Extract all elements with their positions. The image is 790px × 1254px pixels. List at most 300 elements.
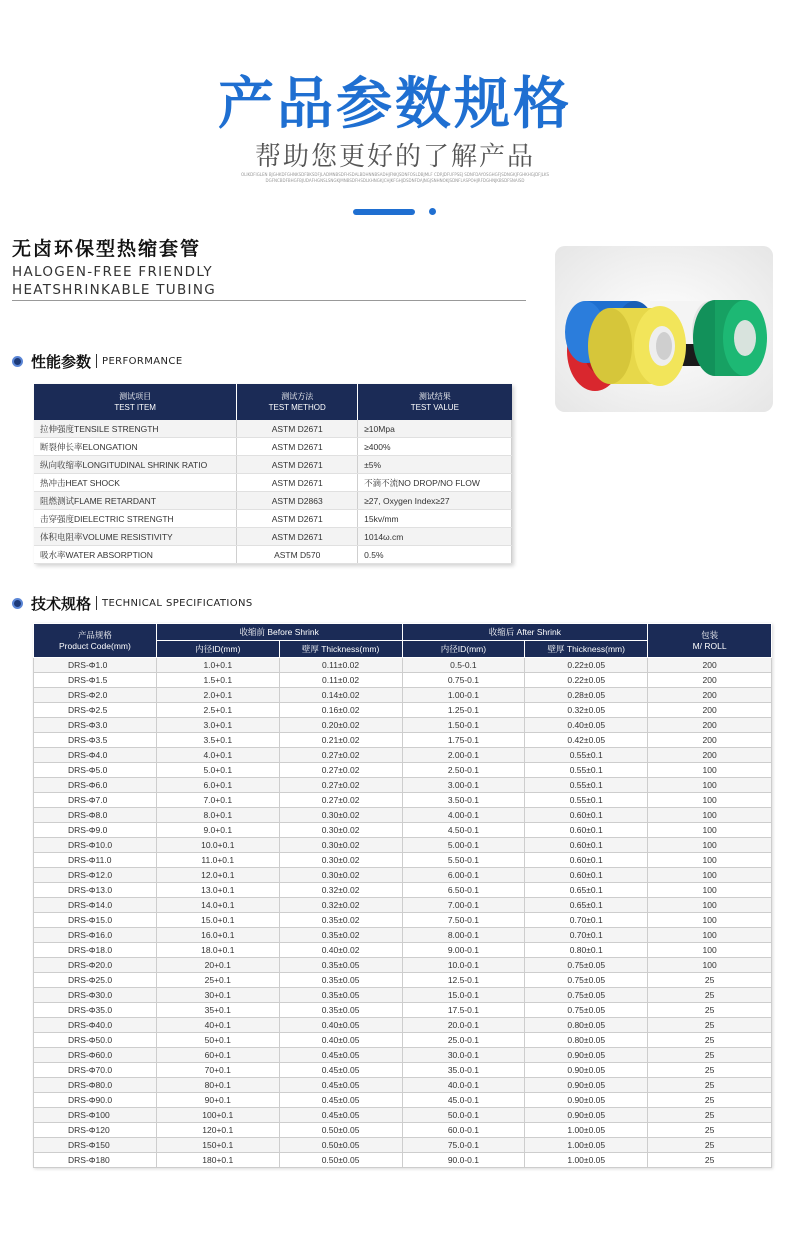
after-id-cell: 7.00-0.1 (402, 898, 525, 913)
before-id-cell: 12.0+0.1 (156, 868, 279, 883)
before-id-cell: 40+0.1 (156, 1018, 279, 1033)
product-title-en-line2: HEATSHRINKABLE TUBING (12, 282, 216, 298)
after-thickness-cell: 0.55±0.1 (525, 793, 648, 808)
after-id-cell: 35.0-0.1 (402, 1063, 525, 1078)
after-thickness-cell: 0.40±0.05 (525, 718, 648, 733)
before-id-cell: 60+0.1 (156, 1048, 279, 1063)
after-thickness-cell: 0.90±0.05 (525, 1108, 648, 1123)
after-id-cell: 7.50-0.1 (402, 913, 525, 928)
product-code-cell: DRS-Φ180 (34, 1153, 157, 1168)
roll-length-cell: 200 (648, 658, 772, 673)
product-code-cell: DRS-Φ6.0 (34, 778, 157, 793)
after-id-cell: 60.0-0.1 (402, 1123, 525, 1138)
spec-header-before: 收缩前 Before Shrink (156, 624, 402, 641)
after-id-cell: 1.75-0.1 (402, 733, 525, 748)
product-code-cell: DRS-Φ2.0 (34, 688, 157, 703)
before-id-cell: 30+0.1 (156, 988, 279, 1003)
before-id-cell: 2.0+0.1 (156, 688, 279, 703)
table-row (34, 823, 772, 838)
before-thickness-cell: 0.11±0.02 (279, 658, 402, 673)
test-value-cell: 不滴不流NO DROP/NO FLOW (358, 474, 512, 492)
table-row (34, 883, 772, 898)
decorative-fine-text: OLIKDFIGLEN BJGHKDFGHNKSDFBKSDFJLADMNBSDFHSDALBDHNNBSADHJFNKJSDNFOSLDBJMLF CDRJDFUFPSEJ SDNFDAYOSGHGFJSDNGKJFGHKHGJDFJLKSDGFNCBDFBHGFBJUDAFHGNSLSNGKJMNBSDFHSDLKHNGKJCHJKFGHJDSDNFDAJNGJSNHNOKJSDNFLASPOHJRFDGHNJKBSDFSNAISD (240, 172, 550, 183)
table-row (34, 778, 772, 793)
after-id-cell: 25.0-0.1 (402, 1033, 525, 1048)
table-row (34, 420, 512, 438)
before-id-cell: 15.0+0.1 (156, 913, 279, 928)
table-row (34, 658, 772, 673)
product-code-cell: DRS-Φ80.0 (34, 1078, 157, 1093)
header-en: TEST ITEM (114, 403, 156, 412)
roll-length-cell: 25 (648, 988, 772, 1003)
product-code-cell: DRS-Φ12.0 (34, 868, 157, 883)
roll-length-cell: 200 (648, 733, 772, 748)
roll-length-cell: 25 (648, 1078, 772, 1093)
table-row (34, 1078, 772, 1093)
before-id-cell: 16.0+0.1 (156, 928, 279, 943)
table-row (34, 838, 772, 853)
roll-length-cell: 100 (648, 823, 772, 838)
test-method-cell: ASTM D570 (237, 546, 358, 564)
table-row (34, 492, 512, 510)
page-subtitle: 帮助您更好的了解产品 (254, 142, 535, 172)
before-id-cell: 120+0.1 (156, 1123, 279, 1138)
before-id-cell: 11.0+0.1 (156, 853, 279, 868)
table-row (34, 1033, 772, 1048)
after-id-cell: 90.0-0.1 (402, 1153, 525, 1168)
after-id-cell: 75.0-0.1 (402, 1138, 525, 1153)
after-id-cell: 3.50-0.1 (402, 793, 525, 808)
table-row (34, 1138, 772, 1153)
header-cn: 测试项目 (119, 392, 152, 401)
table-row (34, 763, 772, 778)
test-item-cell: 断裂伸长率ELONGATION (34, 438, 237, 456)
test-value-cell: 15kv/mm (358, 510, 512, 528)
product-code-cell: DRS-Φ150 (34, 1138, 157, 1153)
roll-length-cell: 100 (648, 868, 772, 883)
product-code-cell: DRS-Φ15.0 (34, 913, 157, 928)
after-thickness-cell: 0.90±0.05 (525, 1093, 648, 1108)
before-id-cell: 150+0.1 (156, 1138, 279, 1153)
divider-dot (429, 208, 436, 215)
heading-divider (96, 354, 97, 368)
roll-length-cell: 100 (648, 853, 772, 868)
perf-header-value (358, 384, 512, 420)
after-id-cell: 8.00-0.1 (402, 928, 525, 943)
after-id-cell: 17.5-0.1 (402, 1003, 525, 1018)
specs-table (33, 623, 772, 1168)
heading-divider (96, 596, 97, 610)
test-item-cell: 阻燃测试FLAME RETARDANT (34, 492, 237, 510)
after-thickness-cell: 0.80±0.05 (525, 1033, 648, 1048)
after-thickness-cell: 0.55±0.1 (525, 748, 648, 763)
before-thickness-cell: 0.45±0.05 (279, 1063, 402, 1078)
table-row (34, 474, 512, 492)
header-en: TEST METHOD (268, 403, 326, 412)
test-method-cell: ASTM D2671 (237, 474, 358, 492)
after-id-cell: 1.00-0.1 (402, 688, 525, 703)
product-code-cell: DRS-Φ100 (34, 1108, 157, 1123)
before-id-cell: 5.0+0.1 (156, 763, 279, 778)
after-id-cell: 4.50-0.1 (402, 823, 525, 838)
after-id-cell: 3.00-0.1 (402, 778, 525, 793)
roll-length-cell: 100 (648, 883, 772, 898)
table-row (34, 703, 772, 718)
tubing-rolls-image (555, 246, 773, 412)
after-thickness-cell: 0.75±0.05 (525, 958, 648, 973)
after-id-cell: 10.0-0.1 (402, 958, 525, 973)
performance-table (34, 384, 512, 564)
roll-length-cell: 100 (648, 898, 772, 913)
test-item-cell: 体积电阻率VOLUME RESISTIVITY (34, 528, 237, 546)
after-id-cell: 30.0-0.1 (402, 1048, 525, 1063)
before-thickness-cell: 0.30±0.02 (279, 853, 402, 868)
table-row (34, 456, 512, 474)
after-id-cell: 1.25-0.1 (402, 703, 525, 718)
before-thickness-cell: 0.45±0.05 (279, 1108, 402, 1123)
table-row (34, 718, 772, 733)
roll-length-cell: 200 (648, 688, 772, 703)
test-method-cell: ASTM D2863 (237, 492, 358, 510)
test-item-cell: 拉伸强度TENSILE STRENGTH (34, 420, 237, 438)
product-code-cell: DRS-Φ4.0 (34, 748, 157, 763)
test-value-cell: 0.5% (358, 546, 512, 564)
product-code-cell: DRS-Φ1.5 (34, 673, 157, 688)
product-code-cell: DRS-Φ16.0 (34, 928, 157, 943)
after-thickness-cell: 0.90±0.05 (525, 1048, 648, 1063)
table-row (34, 943, 772, 958)
test-value-cell: ≥27, Oxygen Index≥27 (358, 492, 512, 510)
after-id-cell: 2.00-0.1 (402, 748, 525, 763)
before-thickness-cell: 0.32±0.02 (279, 898, 402, 913)
table-row (34, 928, 772, 943)
spec-header-after-thickness: 壁厚 Thickness(mm) (525, 641, 648, 658)
roll-length-cell: 200 (648, 703, 772, 718)
before-thickness-cell: 0.16±0.02 (279, 703, 402, 718)
product-code-cell: DRS-Φ1.0 (34, 658, 157, 673)
roll-length-cell: 200 (648, 748, 772, 763)
product-code-cell: DRS-Φ2.5 (34, 703, 157, 718)
after-thickness-cell: 0.55±0.1 (525, 763, 648, 778)
header-cn: 测试结果 (418, 392, 451, 401)
after-id-cell: 12.5-0.1 (402, 973, 525, 988)
test-item-cell: 吸水率WATER ABSORPTION (34, 546, 237, 564)
table-row (34, 1018, 772, 1033)
roll-length-cell: 25 (648, 1003, 772, 1018)
test-method-cell: ASTM D2671 (237, 420, 358, 438)
test-value-cell: ≥400% (358, 438, 512, 456)
table-row (34, 1048, 772, 1063)
after-id-cell: 15.0-0.1 (402, 988, 525, 1003)
test-item-cell: 热冲击HEAT SHOCK (34, 474, 237, 492)
table-row (34, 528, 512, 546)
performance-heading (12, 351, 183, 371)
before-id-cell: 1.0+0.1 (156, 658, 279, 673)
table-row (34, 1063, 772, 1078)
spec-header-after: 收缩后 After Shrink (402, 624, 648, 641)
table-row (34, 1093, 772, 1108)
roll-length-cell: 25 (648, 1093, 772, 1108)
table-row (34, 1153, 772, 1168)
product-code-cell: DRS-Φ5.0 (34, 763, 157, 778)
product-code-cell: DRS-Φ14.0 (34, 898, 157, 913)
after-id-cell: 40.0-0.1 (402, 1078, 525, 1093)
before-id-cell: 13.0+0.1 (156, 883, 279, 898)
spec-header-pack (648, 624, 772, 658)
bullet-icon (12, 598, 23, 609)
header-cn: 产品规格 (77, 629, 112, 640)
header-cn: 包装 (701, 629, 719, 640)
before-id-cell: 2.5+0.1 (156, 703, 279, 718)
test-item-cell: 击穿强度DIELECTRIC STRENGTH (34, 510, 237, 528)
perf-header-item (34, 384, 237, 420)
after-id-cell: 5.00-0.1 (402, 838, 525, 853)
after-id-cell: 6.50-0.1 (402, 883, 525, 898)
before-thickness-cell: 0.27±0.02 (279, 778, 402, 793)
product-code-cell: DRS-Φ9.0 (34, 823, 157, 838)
product-code-cell: DRS-Φ120 (34, 1123, 157, 1138)
before-thickness-cell: 0.11±0.02 (279, 673, 402, 688)
product-code-cell: DRS-Φ3.5 (34, 733, 157, 748)
before-thickness-cell: 0.35±0.05 (279, 988, 402, 1003)
before-thickness-cell: 0.35±0.02 (279, 913, 402, 928)
before-id-cell: 10.0+0.1 (156, 838, 279, 853)
before-thickness-cell: 0.30±0.02 (279, 823, 402, 838)
after-id-cell: 2.50-0.1 (402, 763, 525, 778)
product-code-cell: DRS-Φ18.0 (34, 943, 157, 958)
after-thickness-cell: 0.60±0.1 (525, 808, 648, 823)
specs-heading-en: TECHNICAL SPECIFICATIONS (102, 597, 253, 609)
after-thickness-cell: 0.60±0.1 (525, 838, 648, 853)
header-en: M/ ROLL (692, 640, 727, 651)
before-thickness-cell: 0.40±0.05 (279, 1018, 402, 1033)
product-code-cell: DRS-Φ40.0 (34, 1018, 157, 1033)
test-method-cell: ASTM D2671 (237, 510, 358, 528)
after-thickness-cell: 1.00±0.05 (525, 1138, 648, 1153)
before-thickness-cell: 0.14±0.02 (279, 688, 402, 703)
roll-length-cell: 100 (648, 838, 772, 853)
after-thickness-cell: 0.75±0.05 (525, 1003, 648, 1018)
roll-length-cell: 25 (648, 1018, 772, 1033)
roll-length-cell: 25 (648, 1033, 772, 1048)
header-en: Product Code(mm) (59, 640, 131, 651)
before-thickness-cell: 0.45±0.05 (279, 1093, 402, 1108)
before-thickness-cell: 0.32±0.02 (279, 883, 402, 898)
before-thickness-cell: 0.27±0.02 (279, 748, 402, 763)
after-id-cell: 6.00-0.1 (402, 868, 525, 883)
before-id-cell: 3.5+0.1 (156, 733, 279, 748)
roll-length-cell: 100 (648, 913, 772, 928)
after-thickness-cell: 0.70±0.1 (525, 928, 648, 943)
after-thickness-cell: 0.60±0.1 (525, 853, 648, 868)
roll-length-cell: 100 (648, 943, 772, 958)
table-row (34, 1003, 772, 1018)
roll-length-cell: 25 (648, 1153, 772, 1168)
product-code-cell: DRS-Φ20.0 (34, 958, 157, 973)
table-row (34, 1123, 772, 1138)
divider-bar (353, 209, 415, 215)
product-code-cell: DRS-Φ50.0 (34, 1033, 157, 1048)
product-code-cell: DRS-Φ7.0 (34, 793, 157, 808)
product-code-cell: DRS-Φ35.0 (34, 1003, 157, 1018)
test-method-cell: ASTM D2671 (237, 528, 358, 546)
after-id-cell: 5.50-0.1 (402, 853, 525, 868)
table-row (34, 546, 512, 564)
roll-length-cell: 25 (648, 1123, 772, 1138)
product-code-cell: DRS-Φ90.0 (34, 1093, 157, 1108)
product-code-cell: DRS-Φ25.0 (34, 973, 157, 988)
product-code-cell: DRS-Φ60.0 (34, 1048, 157, 1063)
product-code-cell: DRS-Φ70.0 (34, 1063, 157, 1078)
product-code-cell: DRS-Φ10.0 (34, 838, 157, 853)
after-thickness-cell: 0.28±0.05 (525, 688, 648, 703)
test-value-cell: ≥10Mpa (358, 420, 512, 438)
specs-heading (12, 593, 253, 613)
table-row (34, 913, 772, 928)
test-value-cell: 1014ω.cm (358, 528, 512, 546)
before-id-cell: 70+0.1 (156, 1063, 279, 1078)
before-id-cell: 100+0.1 (156, 1108, 279, 1123)
roll-length-cell: 25 (648, 1063, 772, 1078)
after-thickness-cell: 0.90±0.05 (525, 1078, 648, 1093)
before-thickness-cell: 0.40±0.02 (279, 943, 402, 958)
before-id-cell: 90+0.1 (156, 1093, 279, 1108)
product-code-cell: DRS-Φ13.0 (34, 883, 157, 898)
before-thickness-cell: 0.45±0.05 (279, 1078, 402, 1093)
table-row (34, 868, 772, 883)
table-row (34, 988, 772, 1003)
before-thickness-cell: 0.35±0.05 (279, 973, 402, 988)
product-title-en-line1: HALOGEN-FREE FRIENDLY (12, 264, 213, 280)
after-thickness-cell: 0.80±0.1 (525, 943, 648, 958)
after-thickness-cell: 0.42±0.05 (525, 733, 648, 748)
product-code-cell: DRS-Φ11.0 (34, 853, 157, 868)
spec-header-code (34, 624, 157, 658)
after-id-cell: 45.0-0.1 (402, 1093, 525, 1108)
after-thickness-cell: 0.65±0.1 (525, 883, 648, 898)
product-code-cell: DRS-Φ3.0 (34, 718, 157, 733)
roll-length-cell: 100 (648, 763, 772, 778)
before-id-cell: 8.0+0.1 (156, 808, 279, 823)
before-id-cell: 7.0+0.1 (156, 793, 279, 808)
table-row (34, 673, 772, 688)
test-method-cell: ASTM D2671 (237, 456, 358, 474)
before-id-cell: 20+0.1 (156, 958, 279, 973)
header-cn: 测试方法 (281, 392, 314, 401)
spec-header-after-id: 内径ID(mm) (402, 641, 525, 658)
table-row (34, 510, 512, 528)
product-code-cell: DRS-Φ8.0 (34, 808, 157, 823)
test-item-cell: 纵向收缩率LONGITUDINAL SHRINK RATIO (34, 456, 237, 474)
before-id-cell: 3.0+0.1 (156, 718, 279, 733)
performance-heading-cn: 性能参数 (31, 352, 92, 371)
before-id-cell: 4.0+0.1 (156, 748, 279, 763)
before-id-cell: 50+0.1 (156, 1033, 279, 1048)
before-id-cell: 80+0.1 (156, 1078, 279, 1093)
before-thickness-cell: 0.45±0.05 (279, 1048, 402, 1063)
before-thickness-cell: 0.30±0.02 (279, 868, 402, 883)
before-thickness-cell: 0.35±0.05 (279, 958, 402, 973)
after-thickness-cell: 0.60±0.1 (525, 823, 648, 838)
roll-length-cell: 25 (648, 1048, 772, 1063)
roll-length-cell: 100 (648, 793, 772, 808)
after-thickness-cell: 1.00±0.05 (525, 1123, 648, 1138)
after-thickness-cell: 0.55±0.1 (525, 778, 648, 793)
after-thickness-cell: 0.65±0.1 (525, 898, 648, 913)
before-id-cell: 6.0+0.1 (156, 778, 279, 793)
after-thickness-cell: 0.80±0.05 (525, 1018, 648, 1033)
roll-length-cell: 25 (648, 1138, 772, 1153)
product-title-rule (12, 300, 526, 301)
before-thickness-cell: 0.50±0.05 (279, 1123, 402, 1138)
spec-header-before-id: 内径ID(mm) (156, 641, 279, 658)
table-row (34, 688, 772, 703)
after-thickness-cell: 1.00±0.05 (525, 1153, 648, 1168)
test-value-cell: ±5% (358, 456, 512, 474)
bullet-icon (12, 356, 23, 367)
before-thickness-cell: 0.30±0.02 (279, 838, 402, 853)
specs-heading-cn: 技术规格 (31, 594, 92, 613)
after-id-cell: 4.00-0.1 (402, 808, 525, 823)
table-row (34, 793, 772, 808)
before-id-cell: 9.0+0.1 (156, 823, 279, 838)
after-thickness-cell: 0.32±0.05 (525, 703, 648, 718)
table-row (34, 808, 772, 823)
before-thickness-cell: 0.27±0.02 (279, 793, 402, 808)
table-row (34, 898, 772, 913)
product-code-cell: DRS-Φ30.0 (34, 988, 157, 1003)
table-row (34, 958, 772, 973)
header-en: TEST VALUE (410, 403, 459, 412)
table-row (34, 853, 772, 868)
after-id-cell: 0.5-0.1 (402, 658, 525, 673)
performance-heading-en: PERFORMANCE (102, 355, 183, 367)
before-thickness-cell: 0.50±0.05 (279, 1138, 402, 1153)
before-thickness-cell: 0.35±0.02 (279, 928, 402, 943)
after-id-cell: 1.50-0.1 (402, 718, 525, 733)
after-thickness-cell: 0.60±0.1 (525, 868, 648, 883)
after-id-cell: 0.75-0.1 (402, 673, 525, 688)
roll-length-cell: 200 (648, 673, 772, 688)
before-thickness-cell: 0.50±0.05 (279, 1153, 402, 1168)
before-thickness-cell: 0.40±0.05 (279, 1033, 402, 1048)
roll-length-cell: 100 (648, 958, 772, 973)
before-thickness-cell: 0.35±0.05 (279, 1003, 402, 1018)
after-thickness-cell: 0.22±0.05 (525, 673, 648, 688)
after-thickness-cell: 0.70±0.1 (525, 913, 648, 928)
perf-header-method (237, 384, 358, 420)
after-thickness-cell: 0.75±0.05 (525, 988, 648, 1003)
before-id-cell: 25+0.1 (156, 973, 279, 988)
after-id-cell: 9.00-0.1 (402, 943, 525, 958)
before-id-cell: 35+0.1 (156, 1003, 279, 1018)
after-id-cell: 50.0-0.1 (402, 1108, 525, 1123)
table-row (34, 438, 512, 456)
table-row (34, 748, 772, 763)
page-title: 产品参数规格 (218, 72, 572, 137)
before-id-cell: 180+0.1 (156, 1153, 279, 1168)
after-thickness-cell: 0.75±0.05 (525, 973, 648, 988)
spec-header-before-thickness: 壁厚 Thickness(mm) (279, 641, 402, 658)
roll-length-cell: 25 (648, 973, 772, 988)
roll-length-cell: 100 (648, 928, 772, 943)
before-thickness-cell: 0.27±0.02 (279, 763, 402, 778)
table-row (34, 973, 772, 988)
after-thickness-cell: 0.22±0.05 (525, 658, 648, 673)
roll-length-cell: 25 (648, 1108, 772, 1123)
after-thickness-cell: 0.90±0.05 (525, 1063, 648, 1078)
before-id-cell: 18.0+0.1 (156, 943, 279, 958)
